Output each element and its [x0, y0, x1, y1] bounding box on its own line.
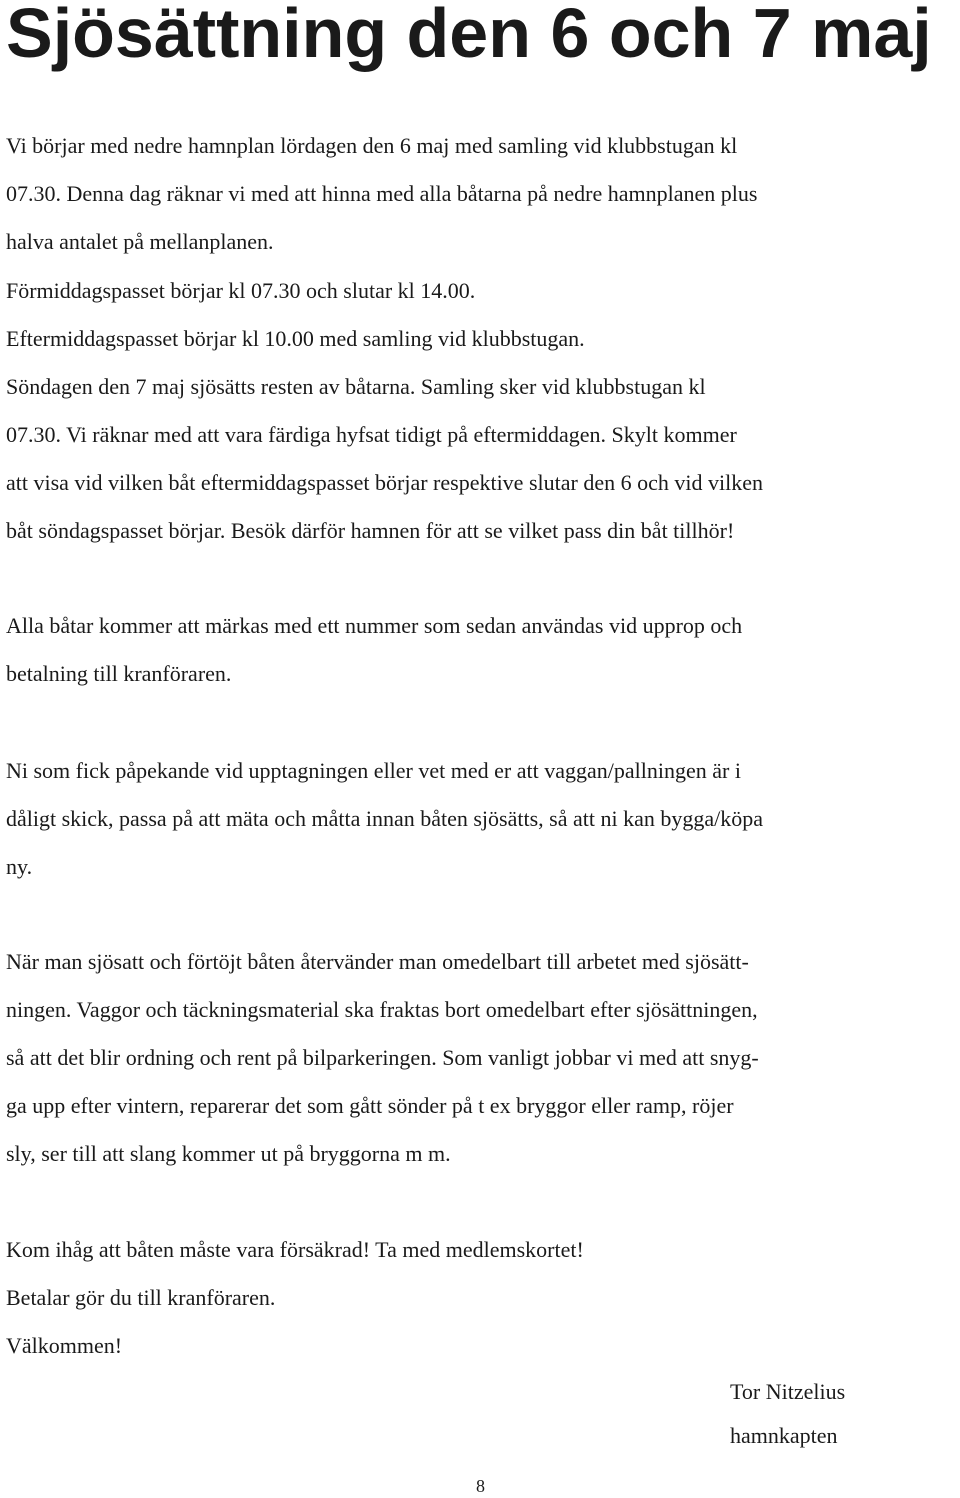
text-line: Ni som fick påpekande vid upptagningen eller vet med er att vaggan/pallningen är i	[6, 758, 741, 783]
text-line: båt söndagspasset börjar. Besök därför hamnen för att se vilket pass din båt tillhör!	[6, 518, 735, 543]
text-line: ningen. Vaggor och täckningsmaterial ska fraktas bort omedelbart efter sjösättningen,	[6, 997, 758, 1022]
text-line: att visa vid vilken båt eftermiddagspasset börjar respektive slutar den 6 och vid vilken	[6, 470, 763, 495]
text-line: betalning till kranföraren.	[6, 661, 232, 686]
text-line: Välkommen!	[6, 1333, 123, 1358]
text-line: Vi börjar med nedre hamnplan lördagen den 6 maj med samling vid klubbstugan kl	[6, 133, 738, 158]
signature-role: hamnkapten	[730, 1423, 838, 1448]
text-line: sly, ser till att slang kommer ut på bryggorna m m.	[6, 1141, 451, 1166]
text-line: så att det blir ordning och rent på bilparkeringen. Som vanligt jobbar vi med att snyg-	[6, 1045, 759, 1070]
text-line: Betalar gör du till kranföraren.	[6, 1285, 276, 1310]
text-line: 07.30. Vi räknar med att vara färdiga hyfsat tidigt på eftermiddagen. Skylt kommer	[6, 422, 737, 447]
page-title: Sjösättning den 6 och 7 maj	[6, 0, 932, 72]
text-line: halva antalet på mellanplanen.	[6, 229, 274, 254]
text-line: Förmiddagspasset börjar kl 07.30 och slutar kl 14.00.	[6, 278, 476, 303]
text-line: 07.30. Denna dag räknar vi med att hinna med alla båtarna på nedre hamnplanen plus	[6, 181, 758, 206]
text-line: Kom ihåg att båten måste vara försäkrad! Ta med medlemskortet!	[6, 1237, 584, 1262]
text-line: ny.	[6, 854, 33, 879]
signature-name: Tor Nitzelius	[730, 1379, 846, 1404]
text-line: dåligt skick, passa på att mäta och måtta innan båten sjösätts, så att ni kan bygga/köpa	[6, 806, 763, 831]
text-line: Eftermiddagspasset börjar kl 10.00 med samling vid klubbstugan.	[6, 326, 585, 351]
text-line: Söndagen den 7 maj sjösätts resten av båtarna. Samling sker vid klubbstugan kl	[6, 374, 706, 399]
page-number: 8	[476, 1476, 485, 1496]
text-line: Alla båtar kommer att märkas med ett nummer som sedan användas vid upprop och	[6, 613, 743, 638]
text-line: ga upp efter vintern, reparerar det som gått sönder på t ex bryggor eller ramp, röjer	[6, 1093, 734, 1118]
text-line: När man sjösatt och förtöjt båten återvänder man omedelbart till arbetet med sjösätt-	[6, 949, 749, 974]
